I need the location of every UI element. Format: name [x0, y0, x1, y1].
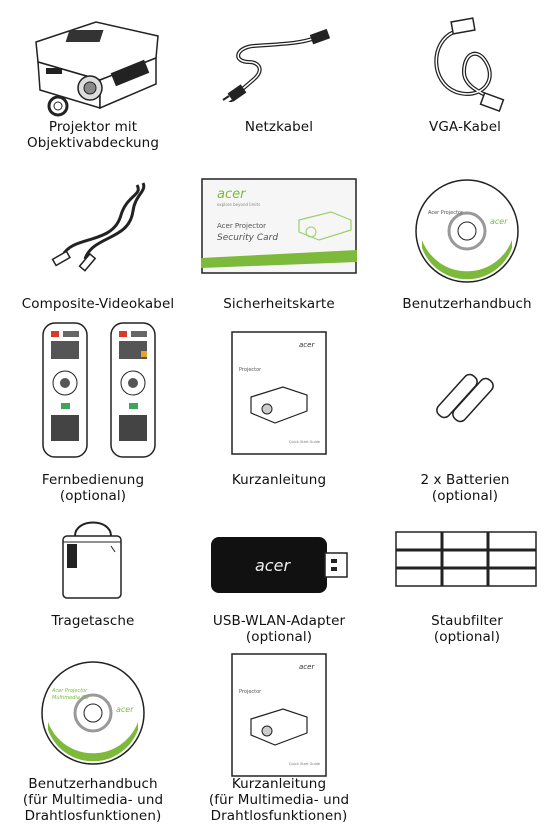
caption-composite-cable: Composite-Videokabel	[21, 296, 175, 312]
svg-text:Quick Start Guide: Quick Start Guide	[289, 762, 320, 766]
adapter-brand: acer	[255, 556, 291, 575]
multimedia-guide-image	[186, 652, 372, 778]
carry-bag-image	[0, 514, 186, 606]
batteries-image	[372, 360, 558, 430]
svg-text:Quick Start Guide: Quick Start Guide	[289, 440, 320, 444]
remote-control-image	[0, 320, 186, 460]
caption-dust-filter: Staubfilter (optional)	[431, 613, 503, 645]
composite-cable-image	[0, 170, 186, 280]
svg-text:Acer Projector: Acer Projector	[52, 688, 88, 694]
caption-projector: Projektor mit Objektivabdeckung	[26, 119, 160, 151]
caption-quick-guide: Kurzanleitung	[231, 472, 327, 488]
caption-multimedia-cd: Benutzerhandbuch (für Multimedia- und Drahtlosfunktionen)	[22, 776, 164, 824]
svg-text:Multimedia CD: Multimedia CD	[52, 695, 89, 701]
caption-batteries: 2 x Batterien (optional)	[420, 472, 510, 504]
svg-text:acer: acer	[299, 663, 315, 671]
svg-text:acer: acer	[116, 705, 134, 714]
power-cord-image	[186, 8, 372, 116]
svg-text:Projector: Projector	[239, 689, 262, 695]
caption-carry-bag: Tragetasche	[51, 613, 135, 629]
card-tagline: explore beyond limits	[217, 202, 261, 207]
multimedia-cd-image	[0, 660, 186, 766]
caption-usb-wlan-adapter: USB-WLAN-Adapter (optional)	[212, 613, 346, 645]
card-brand: acer	[217, 187, 246, 202]
svg-text:Acer Projector: Acer Projector	[428, 210, 464, 216]
projector-image	[0, 8, 186, 120]
dust-filter-image	[374, 528, 560, 590]
caption-vga-cable: VGA-Kabel	[429, 119, 501, 135]
vga-cable-image	[372, 8, 558, 116]
svg-text:acer: acer	[299, 341, 315, 349]
security-card-image	[186, 176, 372, 276]
svg-text:acer: acer	[490, 217, 508, 226]
caption-user-manual-cd: Benutzerhandbuch	[402, 296, 532, 312]
usb-adapter-image	[186, 530, 372, 600]
svg-text:Projector: Projector	[239, 367, 262, 373]
quick-guide-image	[186, 330, 372, 456]
caption-multimedia-guide: Kurzanleitung (für Multimedia- und Drahtlosfunktionen)	[208, 776, 350, 824]
caption-remote-control: Fernbedienung (optional)	[41, 472, 145, 504]
card-line1: Acer Projector	[217, 222, 267, 230]
card-line2: Security Card	[217, 233, 279, 243]
caption-security-card: Sicherheitskarte	[223, 296, 335, 312]
cd-image	[374, 178, 560, 284]
caption-power-cord: Netzkabel	[244, 119, 314, 135]
